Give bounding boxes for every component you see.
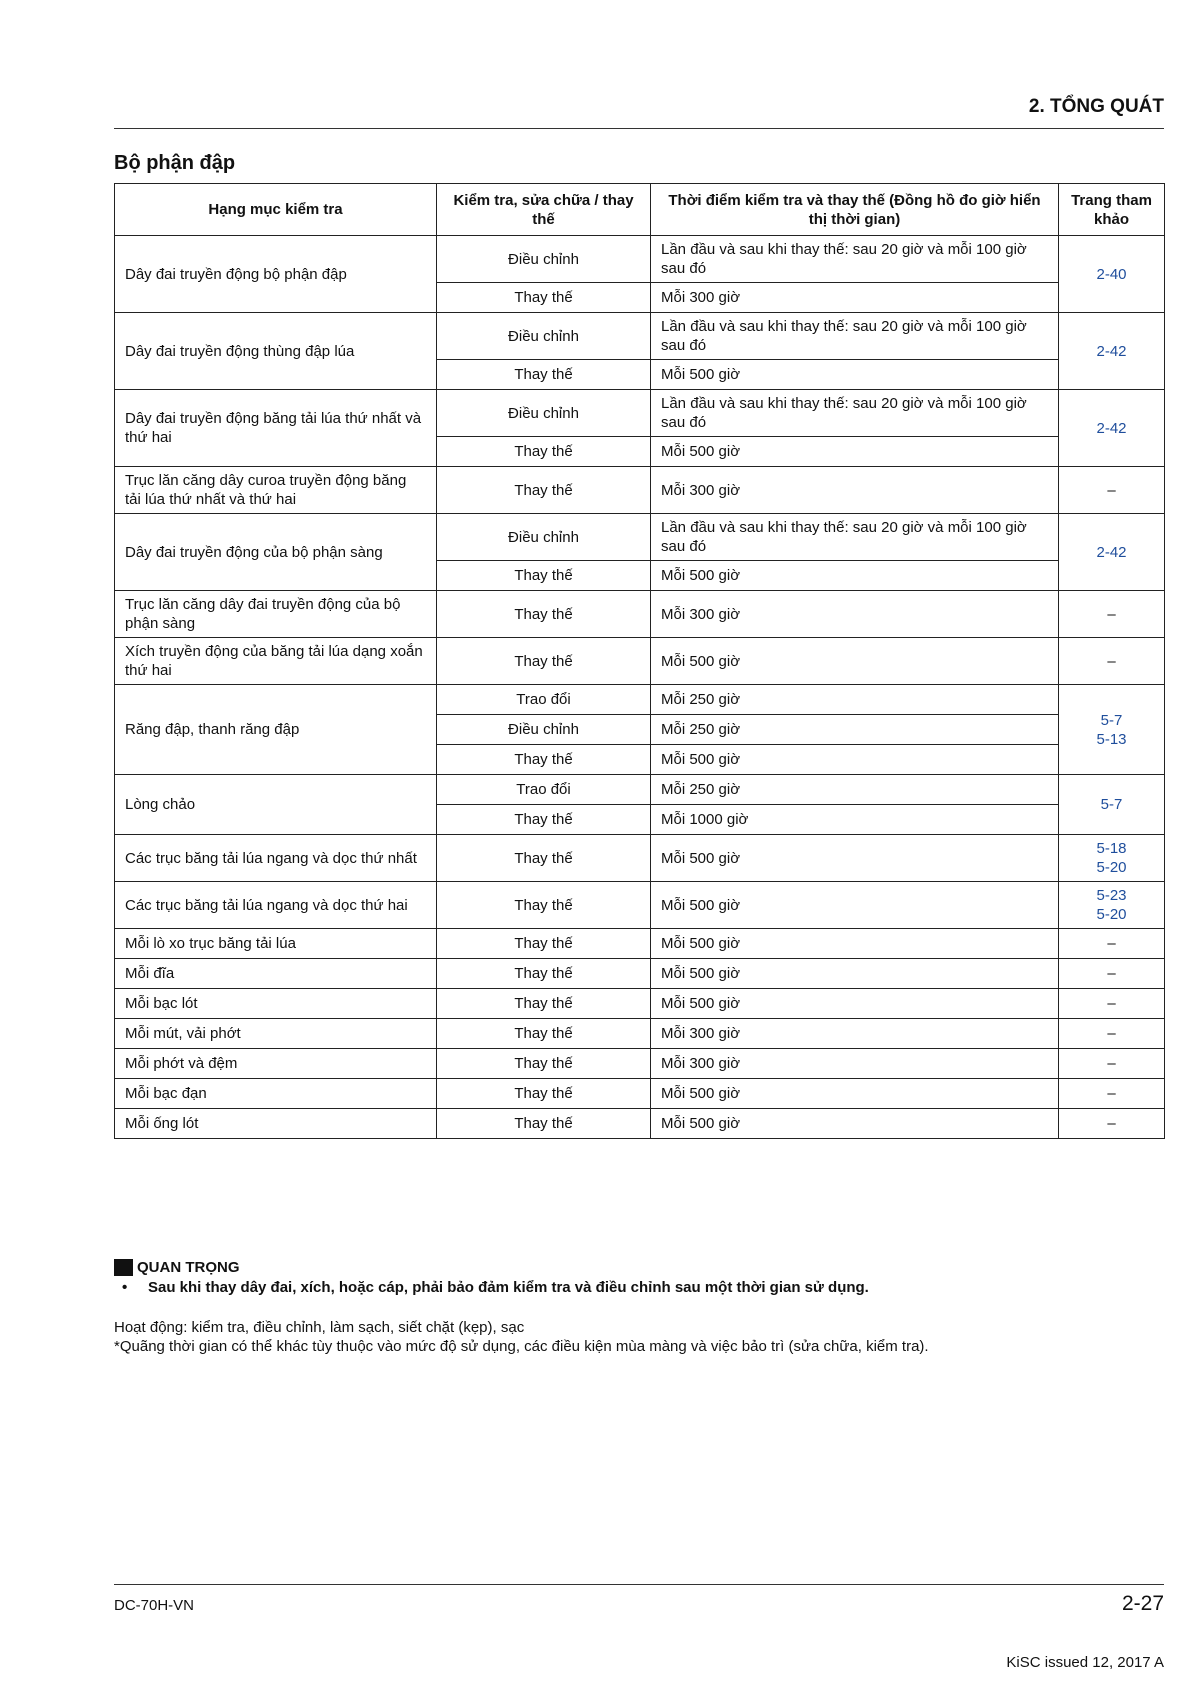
header-item: Hạng mục kiểm tra [115, 184, 437, 236]
table-row [115, 591, 1165, 638]
important-notice [114, 1259, 1164, 1296]
action-cell: Thay thế [437, 591, 651, 638]
action-cell: Điều chỉnh [437, 715, 651, 745]
action-cell: Thay thế [437, 959, 651, 989]
chapter-title: 2. TỔNG QUÁT [1028, 96, 1164, 117]
item-cell: Dây đai truyền động của bộ phận sàng [115, 514, 437, 591]
table-row [115, 835, 1165, 882]
action-cell: Thay thế [437, 835, 651, 882]
ref-page-link[interactable]: 2-42 [1059, 313, 1165, 390]
timing-cell: Mỗi 300 giờ [651, 467, 1059, 514]
item-cell: Mỗi phớt và đệm [115, 1049, 437, 1079]
table-row [115, 959, 1165, 989]
ref-cell-none: – [1059, 959, 1165, 989]
ref-page-link[interactable]: 2-42 [1059, 514, 1165, 591]
important-bullet-item [114, 1279, 1164, 1296]
timing-cell: Mỗi 1000 giờ [651, 805, 1059, 835]
action-cell: Thay thế [437, 437, 651, 467]
table-row [115, 685, 1165, 715]
timing-cell: Mỗi 250 giờ [651, 715, 1059, 745]
action-cell: Thay thế [437, 882, 651, 929]
header-action: Kiểm tra, sửa chữa / thay thế [437, 184, 651, 236]
ref-page-link[interactable]: 5-7 [1059, 775, 1165, 835]
item-cell: Các trục băng tải lúa ngang và dọc thứ hai [115, 882, 437, 929]
table-row [115, 467, 1165, 514]
action-cell: Thay thế [437, 561, 651, 591]
table-row [115, 514, 1165, 561]
timing-cell: Mỗi 500 giờ [651, 929, 1059, 959]
table-row [115, 1019, 1165, 1049]
important-heading [114, 1259, 1164, 1276]
table-row [115, 1079, 1165, 1109]
ref-cell-none: – [1059, 989, 1165, 1019]
ref-cell-none: – [1059, 1019, 1165, 1049]
item-cell: Dây đai truyền động thùng đập lúa [115, 313, 437, 390]
timing-cell: Mỗi 250 giờ [651, 685, 1059, 715]
action-cell: Điều chỉnh [437, 313, 651, 360]
item-cell: Mỗi mút, vải phớt [115, 1019, 437, 1049]
item-cell: Lòng chảo [115, 775, 437, 835]
timing-cell: Lần đầu và sau khi thay thế: sau 20 giờ và mỗi 100 giờ sau đó [651, 313, 1059, 360]
table-row [115, 390, 1165, 437]
timing-cell: Mỗi 500 giờ [651, 1109, 1059, 1139]
timing-cell: Mỗi 300 giờ [651, 1049, 1059, 1079]
ref-cell-none: – [1059, 1049, 1165, 1079]
note-interval: *Quãng thời gian có thể khác tùy thuộc vào mức độ sử dụng, các điều kiện mùa màng và việc bảo trì (sửa chữa, kiểm tra). [114, 1338, 929, 1355]
timing-cell: Mỗi 500 giờ [651, 745, 1059, 775]
table-row [115, 929, 1165, 959]
table-row [115, 236, 1165, 283]
action-cell: Thay thế [437, 360, 651, 390]
action-cell: Điều chỉnh [437, 514, 651, 561]
ref-page-link[interactable]: 2-42 [1059, 390, 1165, 467]
action-cell: Thay thế [437, 283, 651, 313]
ref-cell-none: – [1059, 591, 1165, 638]
section-title: Bộ phận đập [114, 152, 236, 174]
note-activities: Hoạt động: kiểm tra, điều chỉnh, làm sạch, siết chặt (kẹp), sạc [114, 1319, 525, 1336]
ref-page-link[interactable]: 5-18 5-20 [1059, 835, 1165, 882]
item-cell: Mỗi bạc lót [115, 989, 437, 1019]
notes [114, 1318, 1164, 1356]
important-text: Sau khi thay dây đai, xích, hoặc cáp, phải bảo đảm kiểm tra và điều chỉnh sau một thời gian sử dụng. [148, 1279, 869, 1296]
item-cell: Các trục băng tải lúa ngang và dọc thứ nhất [115, 835, 437, 882]
table-row [115, 638, 1165, 685]
item-cell: Mỗi lò xo trục băng tải lúa [115, 929, 437, 959]
timing-cell: Mỗi 500 giờ [651, 360, 1059, 390]
table-row [115, 313, 1165, 360]
action-cell: Thay thế [437, 989, 651, 1019]
timing-cell: Mỗi 500 giờ [651, 989, 1059, 1019]
action-cell: Thay thế [437, 1109, 651, 1139]
table-row [115, 882, 1165, 929]
footer-divider [114, 1584, 1164, 1585]
item-cell: Xích truyền động của băng tải lúa dạng xoắn thứ hai [115, 638, 437, 685]
header-divider [114, 128, 1164, 129]
header-timing: Thời điểm kiểm tra và thay thế (Đồng hồ đo giờ hiển thị thời gian) [651, 184, 1059, 236]
action-cell: Thay thế [437, 1019, 651, 1049]
item-cell: Mỗi ống lót [115, 1109, 437, 1139]
action-cell: Thay thế [437, 1079, 651, 1109]
table-row [115, 1049, 1165, 1079]
important-label: QUAN TRỌNG [137, 1259, 240, 1276]
black-square-icon [114, 1259, 133, 1276]
item-cell: Trục lăn căng dây curoa truyền động băng tải lúa thứ nhất và thứ hai [115, 467, 437, 514]
timing-cell: Mỗi 250 giờ [651, 775, 1059, 805]
ref-cell-none: – [1059, 1109, 1165, 1139]
ref-cell-none: – [1059, 638, 1165, 685]
action-cell: Điều chỉnh [437, 236, 651, 283]
timing-cell: Lần đầu và sau khi thay thế: sau 20 giờ và mỗi 100 giờ sau đó [651, 236, 1059, 283]
action-cell: Thay thế [437, 805, 651, 835]
maintenance-table [114, 183, 1165, 1139]
timing-cell: Mỗi 500 giờ [651, 638, 1059, 685]
timing-cell: Mỗi 500 giờ [651, 835, 1059, 882]
action-cell: Trao đổi [437, 775, 651, 805]
action-cell: Thay thế [437, 638, 651, 685]
header-ref: Trang tham khảo [1059, 184, 1165, 236]
action-cell: Điều chỉnh [437, 390, 651, 437]
timing-cell: Mỗi 300 giờ [651, 1019, 1059, 1049]
bullet-icon: • [122, 1279, 128, 1296]
action-cell: Thay thế [437, 467, 651, 514]
action-cell: Thay thế [437, 1049, 651, 1079]
table-row [115, 775, 1165, 805]
ref-cell-none: – [1059, 1079, 1165, 1109]
item-cell: Trục lăn căng dây đai truyền động của bộ phận sàng [115, 591, 437, 638]
item-cell: Dây đai truyền động băng tải lúa thứ nhất và thứ hai [115, 390, 437, 467]
page-number: 2-27 [1121, 1592, 1164, 1615]
action-cell: Thay thế [437, 745, 651, 775]
item-cell: Răng đập, thanh răng đập [115, 685, 437, 775]
ref-cell-none: – [1059, 467, 1165, 514]
item-cell: Mỗi đĩa [115, 959, 437, 989]
timing-cell: Lần đầu và sau khi thay thế: sau 20 giờ và mỗi 100 giờ sau đó [651, 514, 1059, 561]
table-header-row [115, 184, 1165, 236]
issue-info: KiSC issued 12, 2017 A [1006, 1654, 1164, 1671]
timing-cell: Mỗi 300 giờ [651, 591, 1059, 638]
timing-cell: Mỗi 500 giờ [651, 437, 1059, 467]
ref-page-link[interactable]: 2-40 [1059, 236, 1165, 313]
timing-cell: Mỗi 500 giờ [651, 1079, 1059, 1109]
item-cell: Mỗi bạc đạn [115, 1079, 437, 1109]
model-code: DC-70H-VN [114, 1597, 195, 1614]
timing-cell: Lần đầu và sau khi thay thế: sau 20 giờ và mỗi 100 giờ sau đó [651, 390, 1059, 437]
table-row [115, 1109, 1165, 1139]
item-cell: Dây đai truyền động bộ phận đập [115, 236, 437, 313]
ref-cell-none: – [1059, 929, 1165, 959]
ref-page-link[interactable]: 5-23 5-20 [1059, 882, 1165, 929]
timing-cell: Mỗi 300 giờ [651, 283, 1059, 313]
action-cell: Trao đổi [437, 685, 651, 715]
action-cell: Thay thế [437, 929, 651, 959]
ref-page-link[interactable]: 5-7 5-13 [1059, 685, 1165, 775]
timing-cell: Mỗi 500 giờ [651, 959, 1059, 989]
table-body [115, 236, 1165, 1139]
table-row [115, 989, 1165, 1019]
timing-cell: Mỗi 500 giờ [651, 561, 1059, 591]
timing-cell: Mỗi 500 giờ [651, 882, 1059, 929]
